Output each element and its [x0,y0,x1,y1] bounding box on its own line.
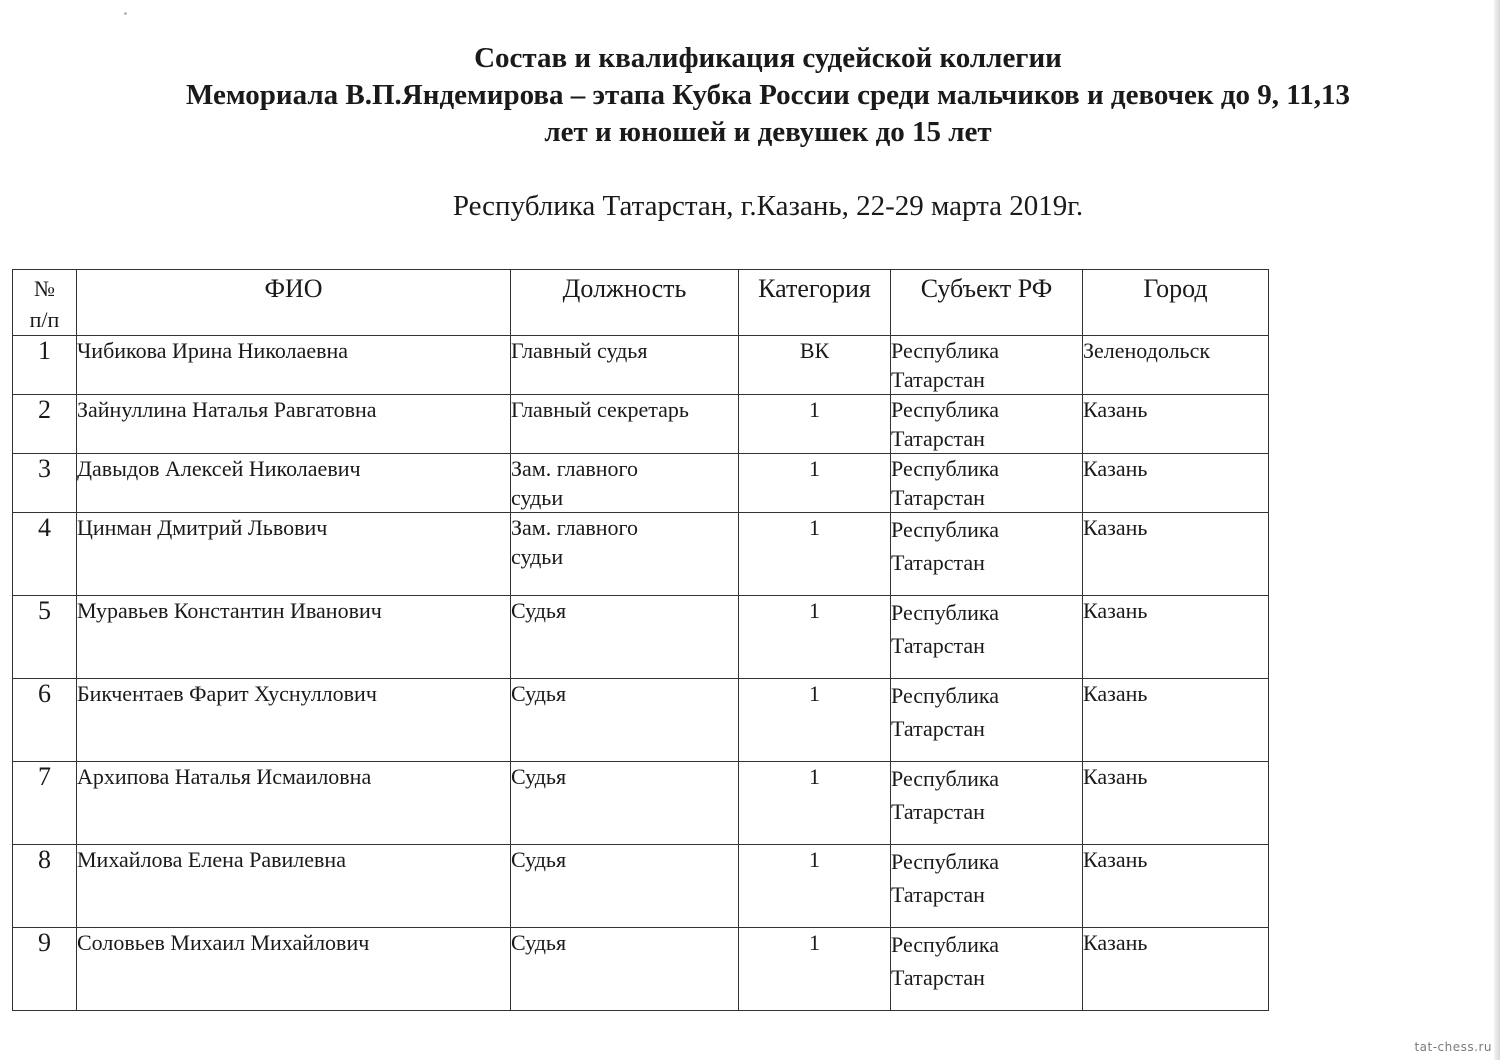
row-category: 1 [739,454,891,513]
row-region-line: Татарстан [891,965,985,990]
row-category: 1 [739,513,891,596]
row-full-name: Чибикова Ирина Николаевна [77,336,511,395]
row-position-line: Главный судья [511,338,648,363]
row-category: ВК [739,336,891,395]
row-number: 1 [13,336,77,395]
row-category: 1 [739,928,891,1011]
table-row [13,596,1269,679]
row-position-line: Судья [511,764,567,789]
row-number: 6 [13,679,77,762]
header-number-line-2: п/п [29,307,60,332]
row-city: Казань [1083,679,1269,762]
row-position-line: Судья [511,847,567,872]
table-row [13,762,1269,845]
row-full-name: Давыдов Алексей Николаевич [77,454,511,513]
row-number: 4 [13,513,77,596]
row-category: 1 [739,845,891,928]
row-position [511,596,739,679]
row-number: 3 [13,454,77,513]
row-region-line: Республика [891,397,1000,422]
row-position-line: Зам. главного [511,515,638,540]
row-region [891,845,1083,928]
document-subtitle: Республика Татарстан, г.Казань, 22-29 марта 2019г. [452,190,1084,222]
row-position-line: Главный секретарь [511,397,689,422]
table-row [13,845,1269,928]
table-row [13,679,1269,762]
header-city: Город [1083,270,1269,336]
row-region-line: Республика [891,683,1000,708]
table-row [13,395,1269,454]
row-full-name: Цинман Дмитрий Львович [77,513,511,596]
row-region-line: Республика [891,600,1000,625]
row-region-line: Татарстан [891,633,985,658]
row-region-line: Республика [891,456,1000,481]
row-region-line: Республика [891,517,1000,542]
judges-table-body [13,336,1269,1011]
row-position-line: судьи [511,485,564,510]
row-category: 1 [739,596,891,679]
row-region-line: Татарстан [891,367,985,392]
scan-dust-speck [124,12,127,15]
row-position [511,513,739,596]
row-city: Казань [1083,596,1269,679]
row-category: 1 [739,679,891,762]
row-position-line: Судья [511,681,567,706]
table-row [13,513,1269,596]
row-position [511,395,739,454]
row-position [511,845,739,928]
row-position-line: судьи [511,544,564,569]
row-region-line: Татарстан [891,716,985,741]
row-region [891,596,1083,679]
header-category: Категория [739,270,891,336]
row-region [891,679,1083,762]
header-position: Должность [511,270,739,336]
row-city: Казань [1083,395,1269,454]
row-city: Казань [1083,845,1269,928]
row-region [891,762,1083,845]
header-region: Субъект РФ [891,270,1083,336]
table-row [13,928,1269,1011]
row-full-name: Зайнуллина Наталья Равгатовна [77,395,511,454]
row-full-name: Муравьев Константин Иванович [77,596,511,679]
row-region-line: Татарстан [891,882,985,907]
row-full-name: Архипова Наталья Исмаиловна [77,762,511,845]
row-region-line: Республика [891,849,1000,874]
header-name: ФИО [77,270,511,336]
row-city: Казань [1083,928,1269,1011]
row-region-line: Республика [891,766,1000,791]
table-row [13,454,1269,513]
row-region [891,336,1083,395]
row-number: 5 [13,596,77,679]
row-position [511,454,739,513]
row-region-line: Республика [891,338,1000,363]
scan-edge-shadow [1494,0,1500,1060]
site-watermark: tat-chess.ru [1414,1040,1492,1054]
row-region [891,928,1083,1011]
row-region-line: Татарстан [891,426,985,451]
row-position [511,336,739,395]
row-city: Зеленодольск [1083,336,1269,395]
row-number: 7 [13,762,77,845]
row-number: 9 [13,928,77,1011]
document-title-line-3: лет и юношей и девушек до 15 лет [544,116,992,148]
row-number: 2 [13,395,77,454]
row-region-line: Республика [891,932,1000,957]
row-region [891,454,1083,513]
row-position-line: Судья [511,598,567,623]
row-number: 8 [13,845,77,928]
row-position-line: Судья [511,930,567,955]
row-position-line: Зам. главного [511,456,638,481]
header-number [13,270,77,336]
row-city: Казань [1083,454,1269,513]
row-region-line: Татарстан [891,799,985,824]
row-position [511,928,739,1011]
row-region [891,395,1083,454]
row-full-name: Бикчентаев Фарит Хуснуллович [77,679,511,762]
header-number-line-1: № [34,276,55,301]
judges-table [12,269,1269,1011]
row-category: 1 [739,762,891,845]
row-region-line: Татарстан [891,485,985,510]
row-region-line: Татарстан [891,550,985,575]
row-position [511,762,739,845]
row-position [511,679,739,762]
row-region [891,513,1083,596]
table-header-row [13,270,1269,336]
row-full-name: Михайлова Елена Равилевна [77,845,511,928]
document-title-line-1: Состав и квалификация судейской коллегии [474,42,1062,74]
document-title-line-2: Мемориала В.П.Яндемирова – этапа Кубка России среди мальчиков и девочек до 9, 11,13 [186,79,1350,111]
row-category: 1 [739,395,891,454]
row-city: Казань [1083,513,1269,596]
row-full-name: Соловьев Михаил Михайлович [77,928,511,1011]
table-row [13,336,1269,395]
row-city: Казань [1083,762,1269,845]
